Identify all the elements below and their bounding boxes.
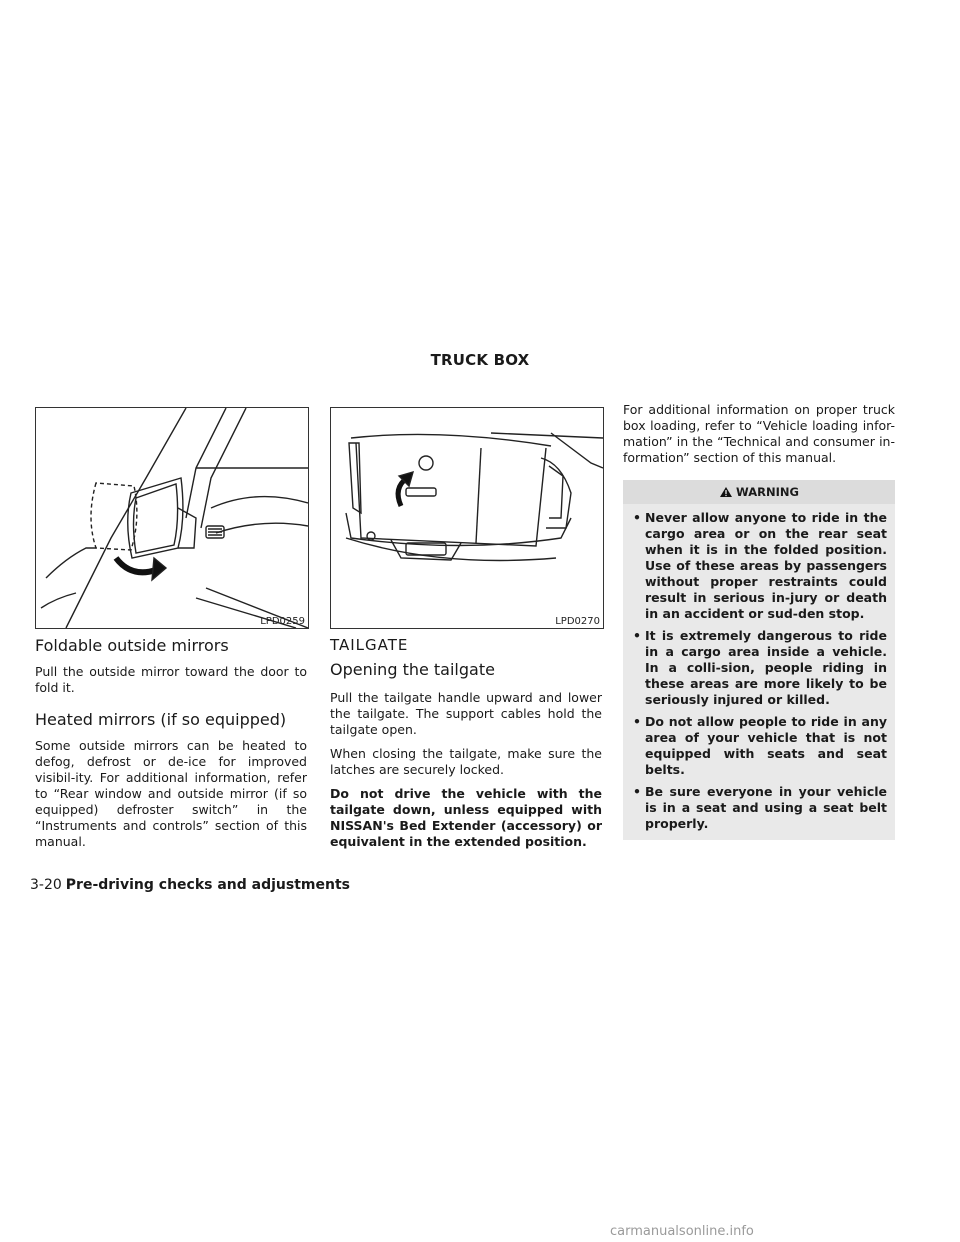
figure-mirror xyxy=(35,407,309,629)
figure-tailgate xyxy=(330,407,604,629)
watermark-text: carmanualsonline.info xyxy=(610,1224,754,1239)
page-number: 3-20 xyxy=(30,877,62,893)
warning-title: WARNING xyxy=(736,485,799,499)
page-footer xyxy=(30,877,350,893)
para-truck-loading: For additional information on proper truck box loading, refer to “Vehicle loading infor-mation” in the “Technical and consumer in-formation” section of this manual. xyxy=(623,402,895,465)
heading-foldable-mirrors: Foldable outside mirrors xyxy=(35,636,229,655)
section-title: TRUCK BOX xyxy=(430,351,530,369)
warning-item: • It is extremely dangerous to ride in a cargo area inside a vehicle. In a colli-sion, people riding in these areas are more likely to be seriously injured or killed. xyxy=(633,628,887,707)
warning-item: • Be sure everyone in your vehicle is in a seat and using a seat belt properly. xyxy=(633,784,887,831)
mirror-illustration xyxy=(36,408,308,628)
warning-item: • Do not allow people to ride in any area of your vehicle that is not equipped with seats and seat belts. xyxy=(633,714,887,777)
warning-item: • Never allow anyone to ride in the cargo area or on the rear seat when it is in the folded position. Use of these areas by passengers without proper restraints could result in serious in-jury or death in an accident or sud-den stop. xyxy=(633,510,887,621)
tailgate-illustration xyxy=(331,408,603,628)
warning-box xyxy=(623,480,895,840)
column-3-text xyxy=(623,402,895,840)
para-tailgate-caution: Do not drive the vehicle with the tailgate down, unless equipped with NISSAN's Bed Extender (accessory) or equivalent in the extended position. xyxy=(330,786,602,849)
column-2-text xyxy=(330,636,602,850)
heading-tailgate: TAILGATE xyxy=(330,636,409,654)
warning-header xyxy=(623,480,895,504)
heading-opening-tailgate: Opening the tailgate xyxy=(330,660,495,679)
para-foldable: Pull the outside mirror toward the door to fold it. xyxy=(35,664,307,695)
para-tailgate-open: Pull the tailgate handle upward and lower the tailgate. The support cables hold the tailgate open. xyxy=(330,690,602,737)
warning-triangle-icon xyxy=(719,486,733,498)
figure-label: LPD0270 xyxy=(555,616,600,627)
warning-list xyxy=(623,504,895,840)
para-heated: Some outside mirrors can be heated to defog, defrost or de-ice for improved visibil-ity. For additional information, refer to “Rear window and outside mirror (if so equipped) defroster switch” in the “Instruments and controls” section of this manual. xyxy=(35,738,307,849)
heading-heated-mirrors: Heated mirrors (if so equipped) xyxy=(35,710,287,729)
column-1-text xyxy=(35,636,307,850)
para-tailgate-close: When closing the tailgate, make sure the latches are securely locked. xyxy=(330,746,602,777)
chapter-title: Pre-driving checks and adjustments xyxy=(65,877,350,893)
figure-label: LPD0259 xyxy=(260,616,305,627)
